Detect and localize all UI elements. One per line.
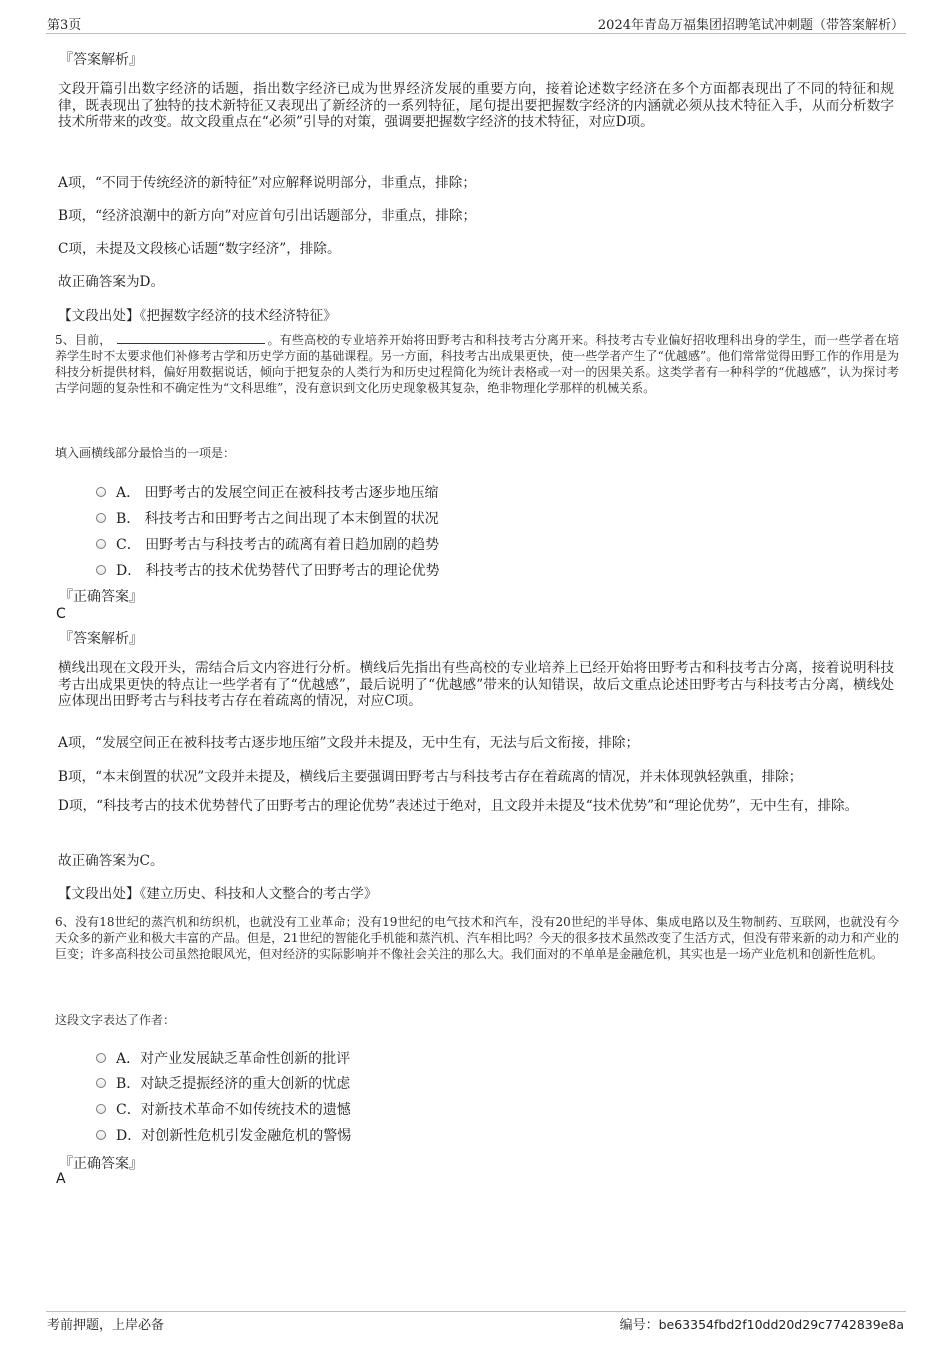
footer-divider: [46, 1311, 906, 1312]
q5-answer-label: 『正确答案』: [59, 589, 143, 605]
q6-option-c-label: C．对新技术革命不如传统技术的遗憾: [116, 1102, 351, 1118]
q5-question-text: 。有些高校的专业培养开始将田野考古和科技考古分离开来。科技考古专业偏好招收理科出身的学生，而一些学者在培养学生时不太要求他们补修考古学和历史学方面的基础课程。另一方面，科技考古出成果更快，使一些学者产生了“优越感”。他们常常觉得田野工作的作用是为科技分析提供材料，偏好用数据说话，倾向于把复杂的人类行为和历史过程简化为统计表格或一对一的因果关系。这类学者有一种科学的“优越感”，认为探讨考古学问题的复杂性和不确定性为“文科思维”，没有意识到文化历史现象极其复杂，绝非物理化学那样的机械关系。: [55, 333, 899, 395]
radio-icon[interactable]: [96, 1104, 106, 1114]
q5-analysis-option-d: D项，“科技考古的技术优势替代了田野考古的理论优势”表述过于绝对，且文段并未提及“技术优势”和“理论优势”，无中生有，排除。: [58, 798, 859, 814]
radio-icon[interactable]: [96, 539, 106, 549]
q6-prompt: 这段文字表达了作者：: [55, 1013, 176, 1027]
q5-question: [55, 332, 899, 396]
q6-option-d-label: D．对创新性危机引发金融危机的警惕: [116, 1128, 352, 1144]
q4-conclusion: 故正确答案为D。: [58, 274, 165, 290]
q5-option-c[interactable]: [96, 534, 439, 554]
q6-answer: A: [56, 1171, 66, 1187]
footer-slogan: 考前押题，上岸必备: [47, 1318, 165, 1333]
q5-number: 5、目前，: [55, 333, 112, 347]
q5-analysis-paragraph: 横线出现在文段开头，需结合后文内容进行分析。横线后先指出有些高校的专业培养上已经开始将田野考古和科技考古分离，接着说明科技考古出成果更快的特点让一些学者有了“优越感”，最后说明了“优越感”带来的认知错误，故后文重点论述田野考古与科技考古分离，横线处应体现出田野考古与科技考古存在着疏离的情况，对应C项。: [58, 660, 894, 710]
q4-analysis-option-a: A项，“不同于传统经济的新特征”对应解释说明部分，非重点，排除；: [58, 175, 476, 191]
footer-code-label: 编号：: [619, 1318, 659, 1333]
q5-analysis-option-b: B项，“本末倒置的状况”文段并未提及，横线后主要强调田野考古与科技考古存在着疏离的情况，并未体现孰轻孰重，排除；: [58, 769, 803, 785]
q5-analysis-label: 『答案解析』: [59, 631, 143, 647]
radio-icon[interactable]: [96, 1053, 106, 1063]
q5-option-a-label: A． 田野考古的发展空间正在被科技考古逐步地压缩: [116, 485, 439, 501]
q5-option-a[interactable]: [96, 482, 439, 502]
q5-conclusion: 故正确答案为C。: [58, 853, 164, 869]
q6-question: 6、没有18世纪的蒸汽机和纺织机，也就没有工业革命；没有19世纪的电气技术和汽车，没有20世纪的半导体、集成电路以及生物制药、互联网，也就没有今天众多的新产业和极大丰富的产品。但是，21世纪的智能化手机能和蒸汽机、汽车相比吗？今天的很多技术虽然改变了生活方式，但没有带来新的动力和产业的巨变；许多高科技公司虽然抢眼风光，但对经济的实际影响并不像社会关注的那么大。我们面对的不单单是金融危机，其实也是一场产业危机和创新性危机。: [55, 915, 899, 961]
q5-analysis-option-a: A项，“发展空间正在被科技考古逐步地压缩”文段并未提及，无中生有，无法与后文衔接，排除；: [58, 735, 640, 751]
q4-analysis-label: 『答案解析』: [59, 52, 143, 68]
q5-option-d[interactable]: [96, 560, 440, 580]
page-number: 第3页: [47, 18, 82, 33]
q6-option-a-label: A．对产业发展缺乏革命性创新的批评: [116, 1051, 351, 1067]
q5-prompt: 填入画横线部分最恰当的一项是：: [55, 446, 236, 460]
q4-analysis-option-c: C项，未提及文段核心话题“数字经济”，排除。: [58, 241, 341, 257]
q5-option-b[interactable]: [96, 508, 439, 528]
q4-analysis-option-b: B项，“经济浪潮中的新方向”对应首句引出话题部分，非重点，排除；: [58, 208, 477, 224]
radio-icon[interactable]: [96, 513, 106, 523]
q6-option-a[interactable]: [96, 1048, 350, 1068]
footer-code: [620, 1314, 904, 1333]
q6-option-c[interactable]: [96, 1099, 351, 1119]
q4-source: 【文段出处】《把握数字经济的技术经济特征》: [58, 308, 337, 324]
q5-source: 【文段出处】《建立历史、科技和人文整合的考古学》: [58, 886, 378, 902]
header-divider: [46, 33, 906, 34]
q4-analysis-paragraph: 文段开篇引出数字经济的话题，指出数字经济已成为世界经济发展的重要方向，接着论述数字经济在多个方面都表现出了不同的特征和规律，既表现出了独特的技术新特征又表现出了新经济的一系列特征，尾句提出要把握数字经济的内涵就必须从技术特征入手，从而分析数字技术所带来的改变。故文段重点在“必须”引导的对策，强调要把握数字经济的技术特征，对应D项。: [58, 81, 894, 131]
q6-option-d[interactable]: [96, 1125, 351, 1145]
radio-icon[interactable]: [96, 1130, 106, 1140]
radio-icon[interactable]: [96, 565, 106, 575]
q6-option-b-label: B．对缺乏提振经济的重大创新的忧虑: [116, 1076, 351, 1092]
radio-icon[interactable]: [96, 1078, 106, 1088]
q5-option-d-label: D． 科技考古的技术优势替代了田野考古的理论优势: [116, 563, 440, 579]
footer-code-value: be63354fbd2f10dd20d29c7742839e8a: [658, 1317, 904, 1332]
q5-blank-line: [117, 332, 265, 344]
q5-answer: C: [56, 606, 66, 622]
q6-answer-label: 『正确答案』: [59, 1156, 143, 1172]
radio-icon[interactable]: [96, 487, 106, 497]
document-title: 2024年青岛万福集团招聘笔试冲刺题（带答案解析）: [597, 18, 904, 33]
q5-option-b-label: B． 科技考古和田野考古之间出现了本末倒置的状况: [116, 511, 439, 527]
q5-option-c-label: C． 田野考古与科技考古的疏离有着日趋加剧的趋势: [116, 537, 440, 553]
q6-option-b[interactable]: [96, 1073, 350, 1093]
